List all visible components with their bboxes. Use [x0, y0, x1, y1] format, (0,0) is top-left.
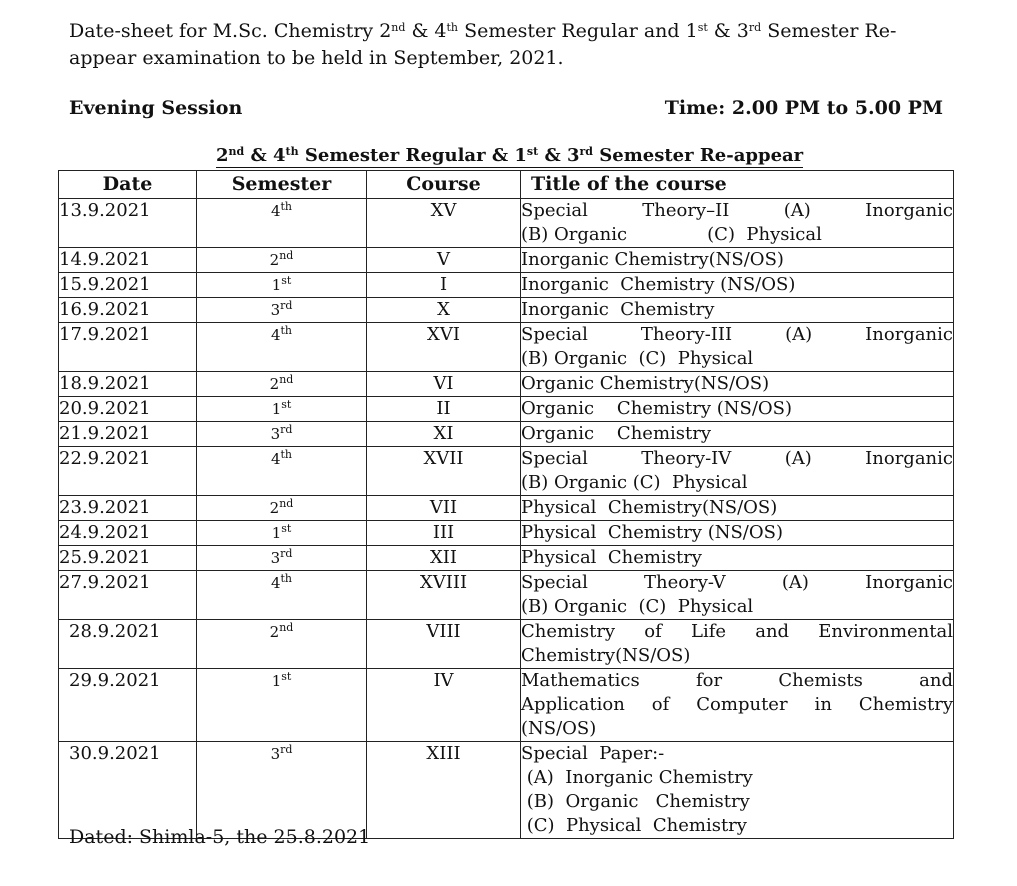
course-title-line: Inorganic Chemistry (NS/OS)	[521, 274, 796, 295]
cell-course: XVI	[367, 323, 521, 372]
course-title-line: Chemistry of Life and Environmental	[521, 621, 953, 642]
cell-semester: 4th	[197, 199, 367, 248]
cell-date: 16.9.2021	[59, 298, 197, 323]
cell-date: 20.9.2021	[59, 397, 197, 422]
cell-date: 28.9.2021	[59, 620, 197, 669]
cell-date: 18.9.2021	[59, 372, 197, 397]
course-title-line: Special Paper:-	[521, 743, 665, 764]
cell-course-title	[521, 273, 954, 298]
table-row	[59, 372, 954, 397]
table-row	[59, 422, 954, 447]
cell-course: X	[367, 298, 521, 323]
cell-semester: 3rd	[197, 546, 367, 571]
course-title-line: Inorganic Chemistry	[521, 299, 715, 320]
course-title-line: Application of Computer in Chemistry	[521, 694, 953, 715]
header-course: Course	[367, 171, 521, 199]
table-row	[59, 447, 954, 496]
cell-semester: 2nd	[197, 248, 367, 273]
cell-course-title	[521, 298, 954, 323]
cell-semester: 1st	[197, 397, 367, 422]
cell-course-title	[521, 397, 954, 422]
cell-date: 25.9.2021	[59, 546, 197, 571]
course-title-line: Chemistry(NS/OS)	[521, 645, 691, 666]
cell-date: 29.9.2021	[59, 669, 197, 742]
course-title-line: Physical Chemistry(NS/OS)	[521, 497, 778, 518]
cell-course-title	[521, 521, 954, 546]
cell-course-title	[521, 669, 954, 742]
table-row	[59, 273, 954, 298]
session-label: Evening Session	[69, 97, 243, 119]
cell-semester: 2nd	[197, 496, 367, 521]
session-row	[69, 97, 943, 123]
cell-course-title	[521, 496, 954, 521]
cell-date: 14.9.2021	[59, 248, 197, 273]
cell-semester: 4th	[197, 571, 367, 620]
course-title-line: (A) Inorganic Chemistry	[521, 767, 753, 788]
cell-course: IV	[367, 669, 521, 742]
cell-course-title	[521, 447, 954, 496]
cell-date: 24.9.2021	[59, 521, 197, 546]
cell-date: 17.9.2021	[59, 323, 197, 372]
cell-course: XII	[367, 546, 521, 571]
cell-course-title	[521, 546, 954, 571]
session-time: Time: 2.00 PM to 5.00 PM	[664, 97, 943, 119]
cell-semester: 1st	[197, 521, 367, 546]
cell-course-title	[521, 742, 954, 839]
course-title-line: (NS/OS)	[521, 718, 597, 739]
course-title-line: Organic Chemistry	[521, 423, 712, 444]
cell-semester: 3rd	[197, 298, 367, 323]
header-date: Date	[59, 171, 197, 199]
cell-course: I	[367, 273, 521, 298]
cell-date: 27.9.2021	[59, 571, 197, 620]
course-title-line: Special Theory–II (A) Inorganic	[521, 200, 953, 221]
course-title-line: (B) Organic (C) Physical	[521, 224, 822, 245]
cell-course: V	[367, 248, 521, 273]
header-title: Title of the course	[521, 171, 954, 199]
course-title-line: (B) Organic (C) Physical	[521, 472, 748, 493]
cell-semester: 2nd	[197, 620, 367, 669]
course-title-line: Organic Chemistry(NS/OS)	[521, 373, 770, 394]
cell-course: XIII	[367, 742, 521, 839]
cell-course: II	[367, 397, 521, 422]
cell-course: XVII	[367, 447, 521, 496]
cell-semester: 4th	[197, 447, 367, 496]
cell-course-title	[521, 323, 954, 372]
cell-semester: 4th	[197, 323, 367, 372]
header-semester: Semester	[197, 171, 367, 199]
cell-date: 21.9.2021	[59, 422, 197, 447]
course-title-line: Special Theory-IV (A) Inorganic	[521, 448, 953, 469]
table-row	[59, 620, 954, 669]
table-row	[59, 199, 954, 248]
cell-course: XV	[367, 199, 521, 248]
table-row	[59, 397, 954, 422]
table-row	[59, 546, 954, 571]
course-title-line: (B) Organic (C) Physical	[521, 348, 754, 369]
table-row	[59, 742, 954, 839]
course-title-line: Special Theory-V (A) Inorganic	[521, 572, 953, 593]
table-body	[59, 199, 954, 839]
cell-course: XVIII	[367, 571, 521, 620]
table-header-row	[59, 171, 954, 199]
cell-course-title	[521, 571, 954, 620]
cell-date: 23.9.2021	[59, 496, 197, 521]
course-title-line: (C) Physical Chemistry	[521, 815, 747, 836]
cell-course: XI	[367, 422, 521, 447]
course-title-line: (B) Organic (C) Physical	[521, 596, 754, 617]
cell-course-title	[521, 248, 954, 273]
intro-line-1: Date-sheet for M.Sc. Chemistry 2nd & 4th Semester Regular and 1st & 3rd Semester Re-	[69, 20, 897, 42]
course-title-line: Mathematics for Chemists and	[521, 670, 953, 691]
table-row	[59, 323, 954, 372]
cell-semester: 3rd	[197, 422, 367, 447]
course-title-line: Organic Chemistry (NS/OS)	[521, 398, 793, 419]
course-title-line: (B) Organic Chemistry	[521, 791, 750, 812]
table-row	[59, 571, 954, 620]
cell-semester: 1st	[197, 669, 367, 742]
table-row	[59, 298, 954, 323]
course-title-line: Physical Chemistry (NS/OS)	[521, 522, 783, 543]
course-title-line: Physical Chemistry	[521, 547, 702, 568]
cell-course: III	[367, 521, 521, 546]
table-row	[59, 248, 954, 273]
cell-course: VIII	[367, 620, 521, 669]
cell-date: 30.9.2021	[59, 742, 197, 839]
table-row	[59, 669, 954, 742]
table-row	[59, 496, 954, 521]
cell-semester: 1st	[197, 273, 367, 298]
cell-course-title	[521, 620, 954, 669]
cell-date: 13.9.2021	[59, 199, 197, 248]
cell-semester: 3rd	[197, 742, 367, 839]
cell-course: VI	[367, 372, 521, 397]
cell-course-title	[521, 372, 954, 397]
cell-semester: 2nd	[197, 372, 367, 397]
intro-paragraph	[69, 18, 949, 72]
cell-course: VII	[367, 496, 521, 521]
course-title-line: Inorganic Chemistry(NS/OS)	[521, 249, 784, 270]
cell-course-title	[521, 422, 954, 447]
intro-line-2: appear examination to be held in September, 2021.	[69, 47, 564, 69]
table-caption: 2nd & 4th Semester Regular & 1st & 3rd Semester Re-appear	[216, 145, 804, 166]
footer-dated: Dated: Shimla-5, the 25.8.2021	[69, 826, 371, 848]
date-sheet-table	[58, 170, 954, 839]
cell-date: 15.9.2021	[59, 273, 197, 298]
cell-course-title	[521, 199, 954, 248]
cell-date: 22.9.2021	[59, 447, 197, 496]
course-title-line: Special Theory-III (A) Inorganic	[521, 324, 953, 345]
table-row	[59, 521, 954, 546]
